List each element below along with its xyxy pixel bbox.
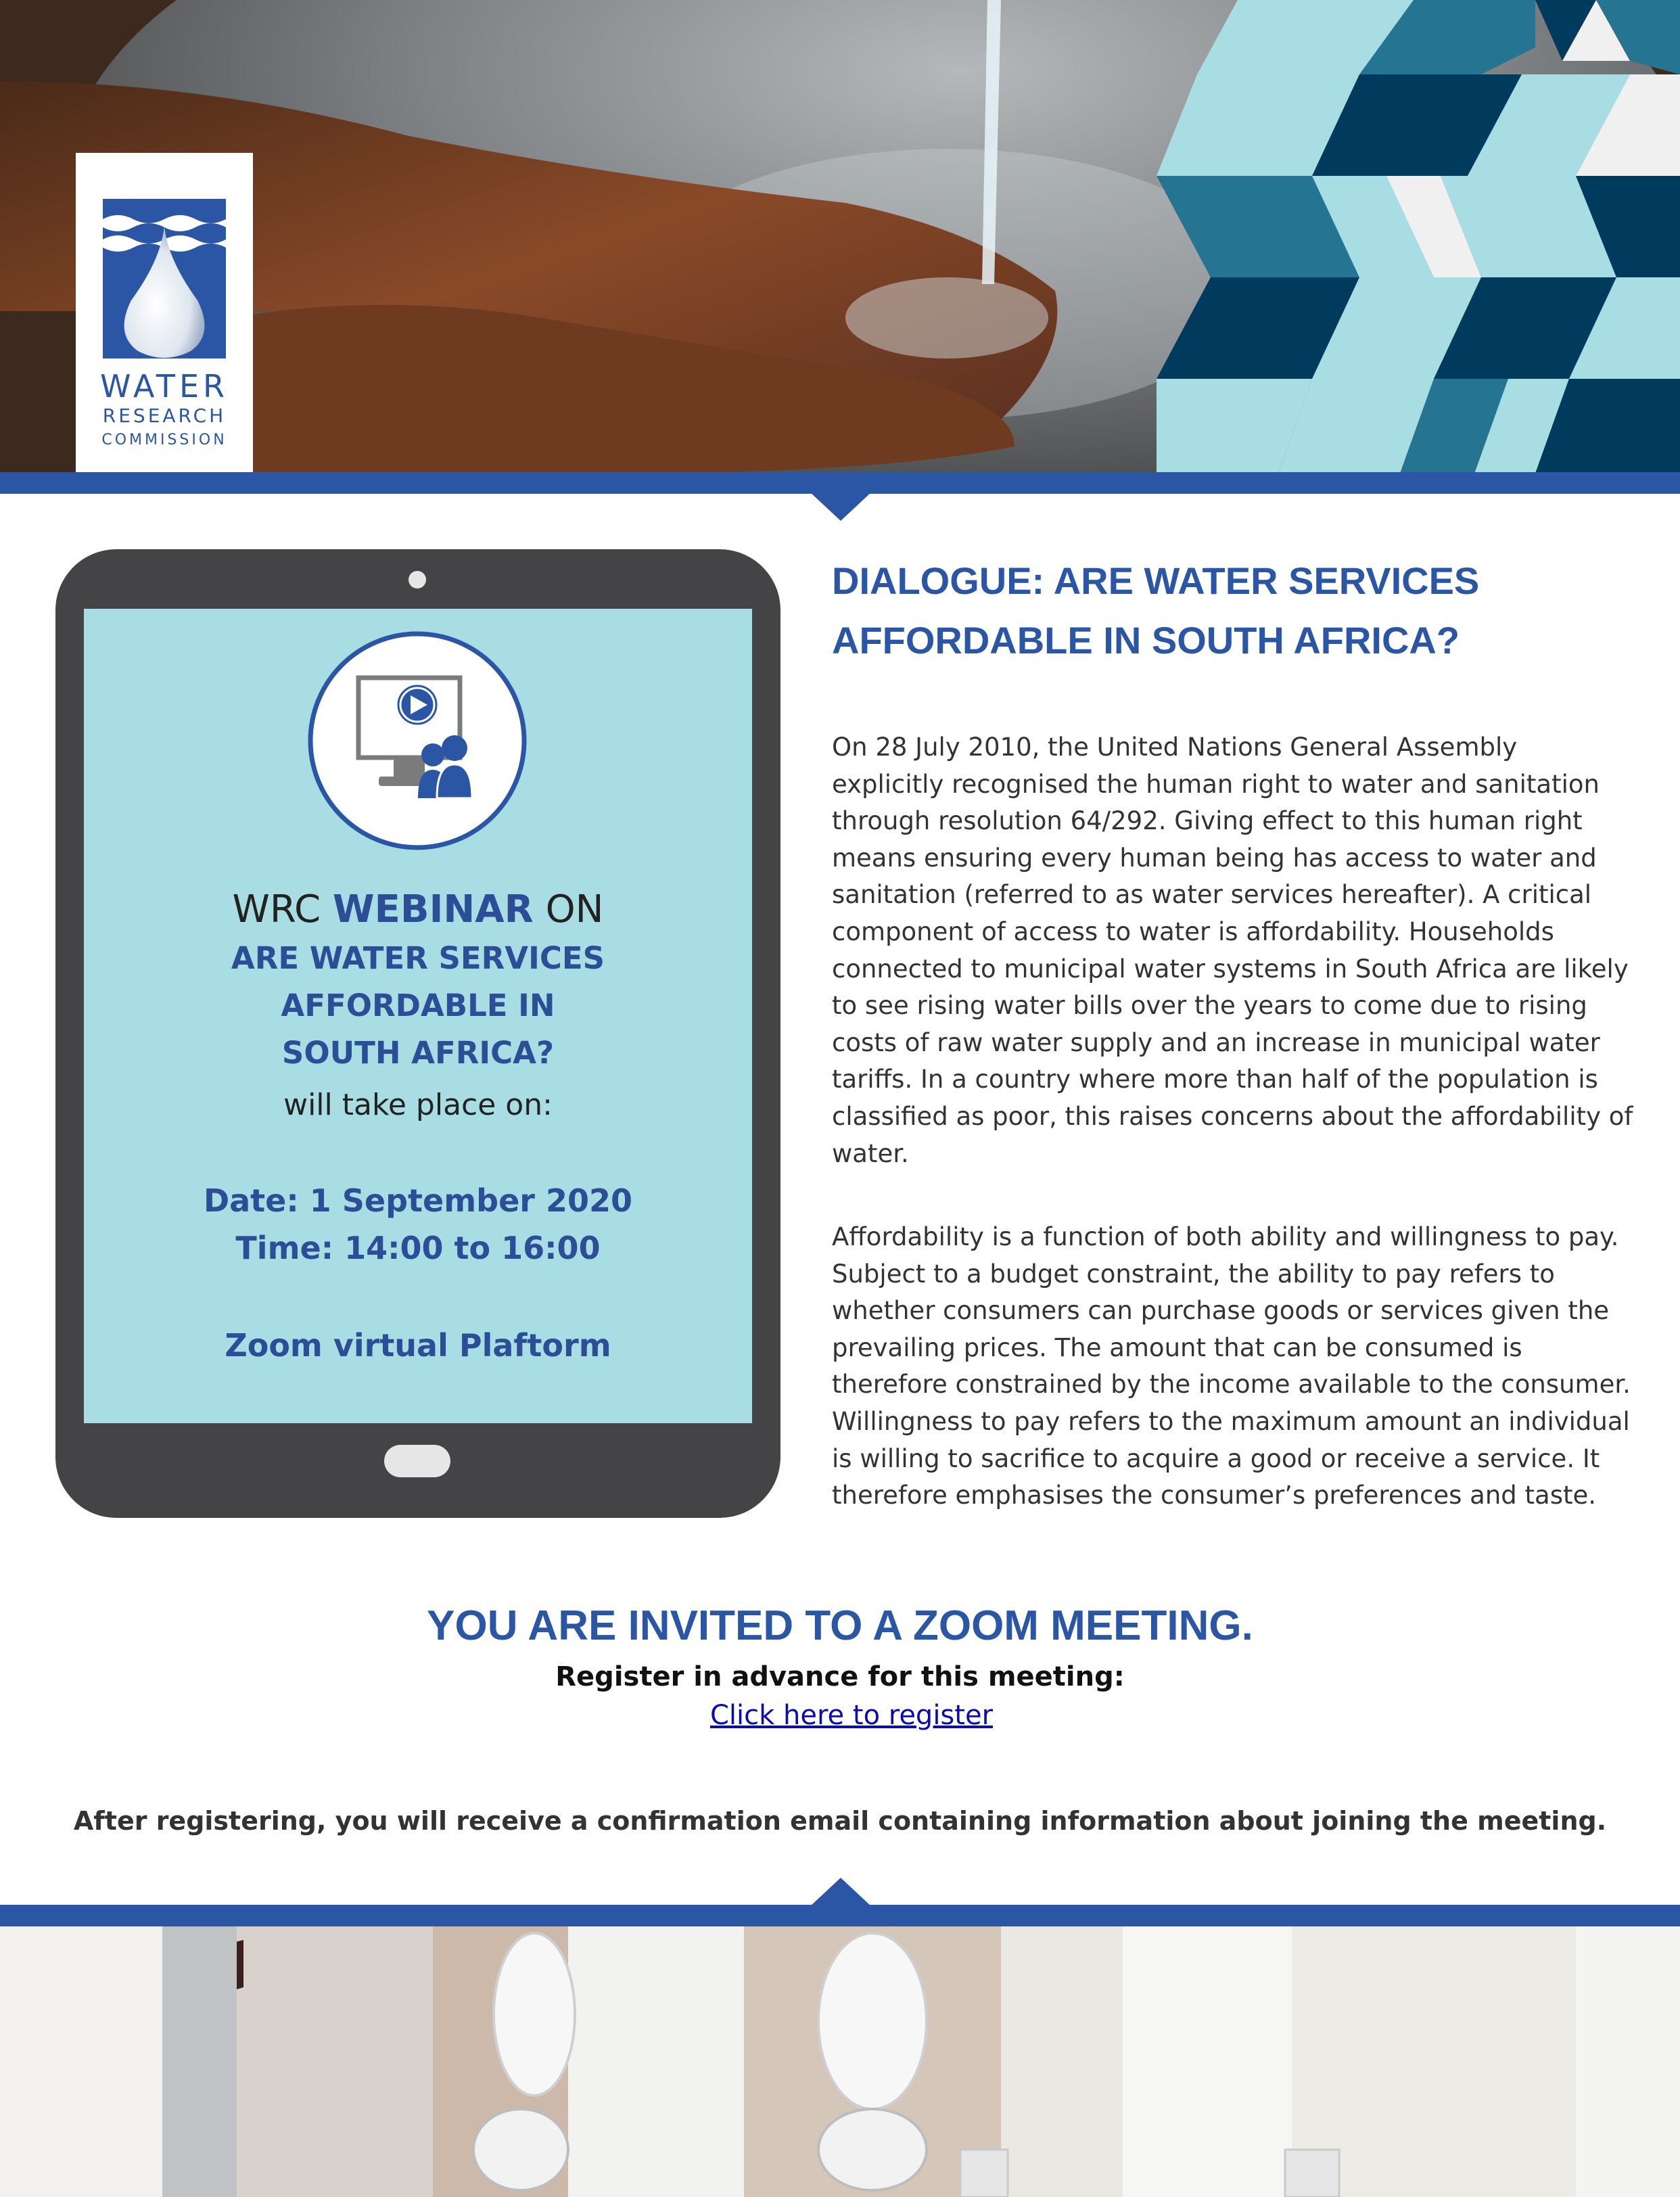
webinar-time: Time: 14:00 to 16:00	[235, 1230, 601, 1266]
invite-heading: YOU ARE INVITED TO A ZOOM MEETING.	[427, 1602, 1253, 1649]
tablet-camera	[409, 571, 426, 588]
monitor-play-users-icon	[306, 629, 529, 852]
webinar-platform: Zoom virtual Plaftorm	[225, 1327, 611, 1364]
logo-line-2: RESEARCH	[102, 404, 227, 427]
paragraph-line: to see rising water bills over the years to come due to rising	[832, 991, 1587, 1021]
paragraph-line: Subject to a budget constraint, the ability to pay refers to	[832, 1259, 1555, 1289]
logo-emblem	[103, 199, 226, 359]
webinar-take-place: will take place on:	[283, 1088, 553, 1122]
paragraph-line: explicitly recognised the human right to water and sanitation	[832, 769, 1600, 799]
wrc-logo	[76, 153, 253, 472]
paragraph-line: means ensuring every human being has access to water and	[832, 843, 1597, 873]
bottom-divider-band	[0, 1905, 1680, 1926]
paragraph-line: tariffs. In a country where more than half of the population is	[832, 1065, 1598, 1094]
confirmation-note: After registering, you will receive a confirmation email containing information about joining the meeting.	[73, 1806, 1607, 1836]
article-paragraph-1	[832, 729, 1633, 1172]
register-prompt: Register in advance for this meeting:	[555, 1661, 1125, 1692]
webinar-topic-line-1: ARE WATER SERVICES	[231, 940, 605, 976]
paragraph-line: classified as poor, this raises concerns about the affordability of	[832, 1101, 1633, 1131]
paragraph-line: prevailing prices. The amount that can be consumed is	[832, 1333, 1522, 1362]
paragraph-line: therefore constrained by the income available to the consumer.	[832, 1370, 1631, 1400]
article-paragraph-2	[832, 1219, 1630, 1514]
water-drop-icon	[103, 199, 226, 359]
paragraph-line: Willingness to pay refers to the maximum amount an individual	[832, 1406, 1630, 1436]
paragraph-line: costs of raw water supply and an increase in municipal water	[832, 1027, 1600, 1057]
paragraph-line: whether consumers can purchase goods or services given the	[832, 1296, 1610, 1326]
tablet-home-button	[384, 1445, 450, 1477]
paragraph-line: water.	[832, 1138, 909, 1168]
paragraph-line: sanitation (referred to as water services hereafter). A critical	[832, 880, 1592, 910]
register-link[interactable]: Click here to register	[710, 1700, 994, 1731]
article-title-line-2: AFFORDABLE IN SOUTH AFRICA?	[832, 619, 1460, 662]
paragraph-line: Affordability is a function of both ability and willingness to pay.	[832, 1222, 1619, 1251]
article-title-line-1: DIALOGUE: ARE WATER SERVICES	[832, 559, 1480, 602]
top-divider-arrow	[810, 492, 871, 521]
webinar-date: Date: 1 September 2020	[203, 1182, 633, 1219]
paragraph-line: through resolution 64/292. Giving effect to this human right	[832, 806, 1583, 836]
bottom-divider-arrow	[810, 1878, 871, 1906]
webinar-heading	[84, 887, 752, 931]
paragraph-line: therefore emphasises the consumer’s preferences and taste.	[832, 1481, 1597, 1510]
top-divider-band	[0, 472, 1680, 494]
logo-line-3: COMMISSION	[101, 432, 227, 448]
webinar-suffix: ON	[545, 887, 604, 931]
toilets-image	[0, 1926, 1680, 2197]
webinar-prefix: WRC	[232, 887, 321, 931]
paragraph-line: On 28 July 2010, the United Nations General Assembly	[832, 733, 1518, 762]
paragraph-line: is willing to sacrifice to acquire a good or receive a service. It	[832, 1443, 1600, 1473]
webinar-topic-line-2: AFFORDABLE IN	[281, 988, 555, 1023]
webinar-highlight: WEBINAR	[332, 887, 534, 931]
paragraph-line: connected to municipal water systems in South Africa are likely	[832, 954, 1629, 984]
webinar-topic-line-3: SOUTH AFRICA?	[281, 1035, 555, 1071]
logo-line-1: WATER	[100, 368, 229, 404]
paragraph-line: component of access to water is affordability. Households	[832, 917, 1554, 946]
